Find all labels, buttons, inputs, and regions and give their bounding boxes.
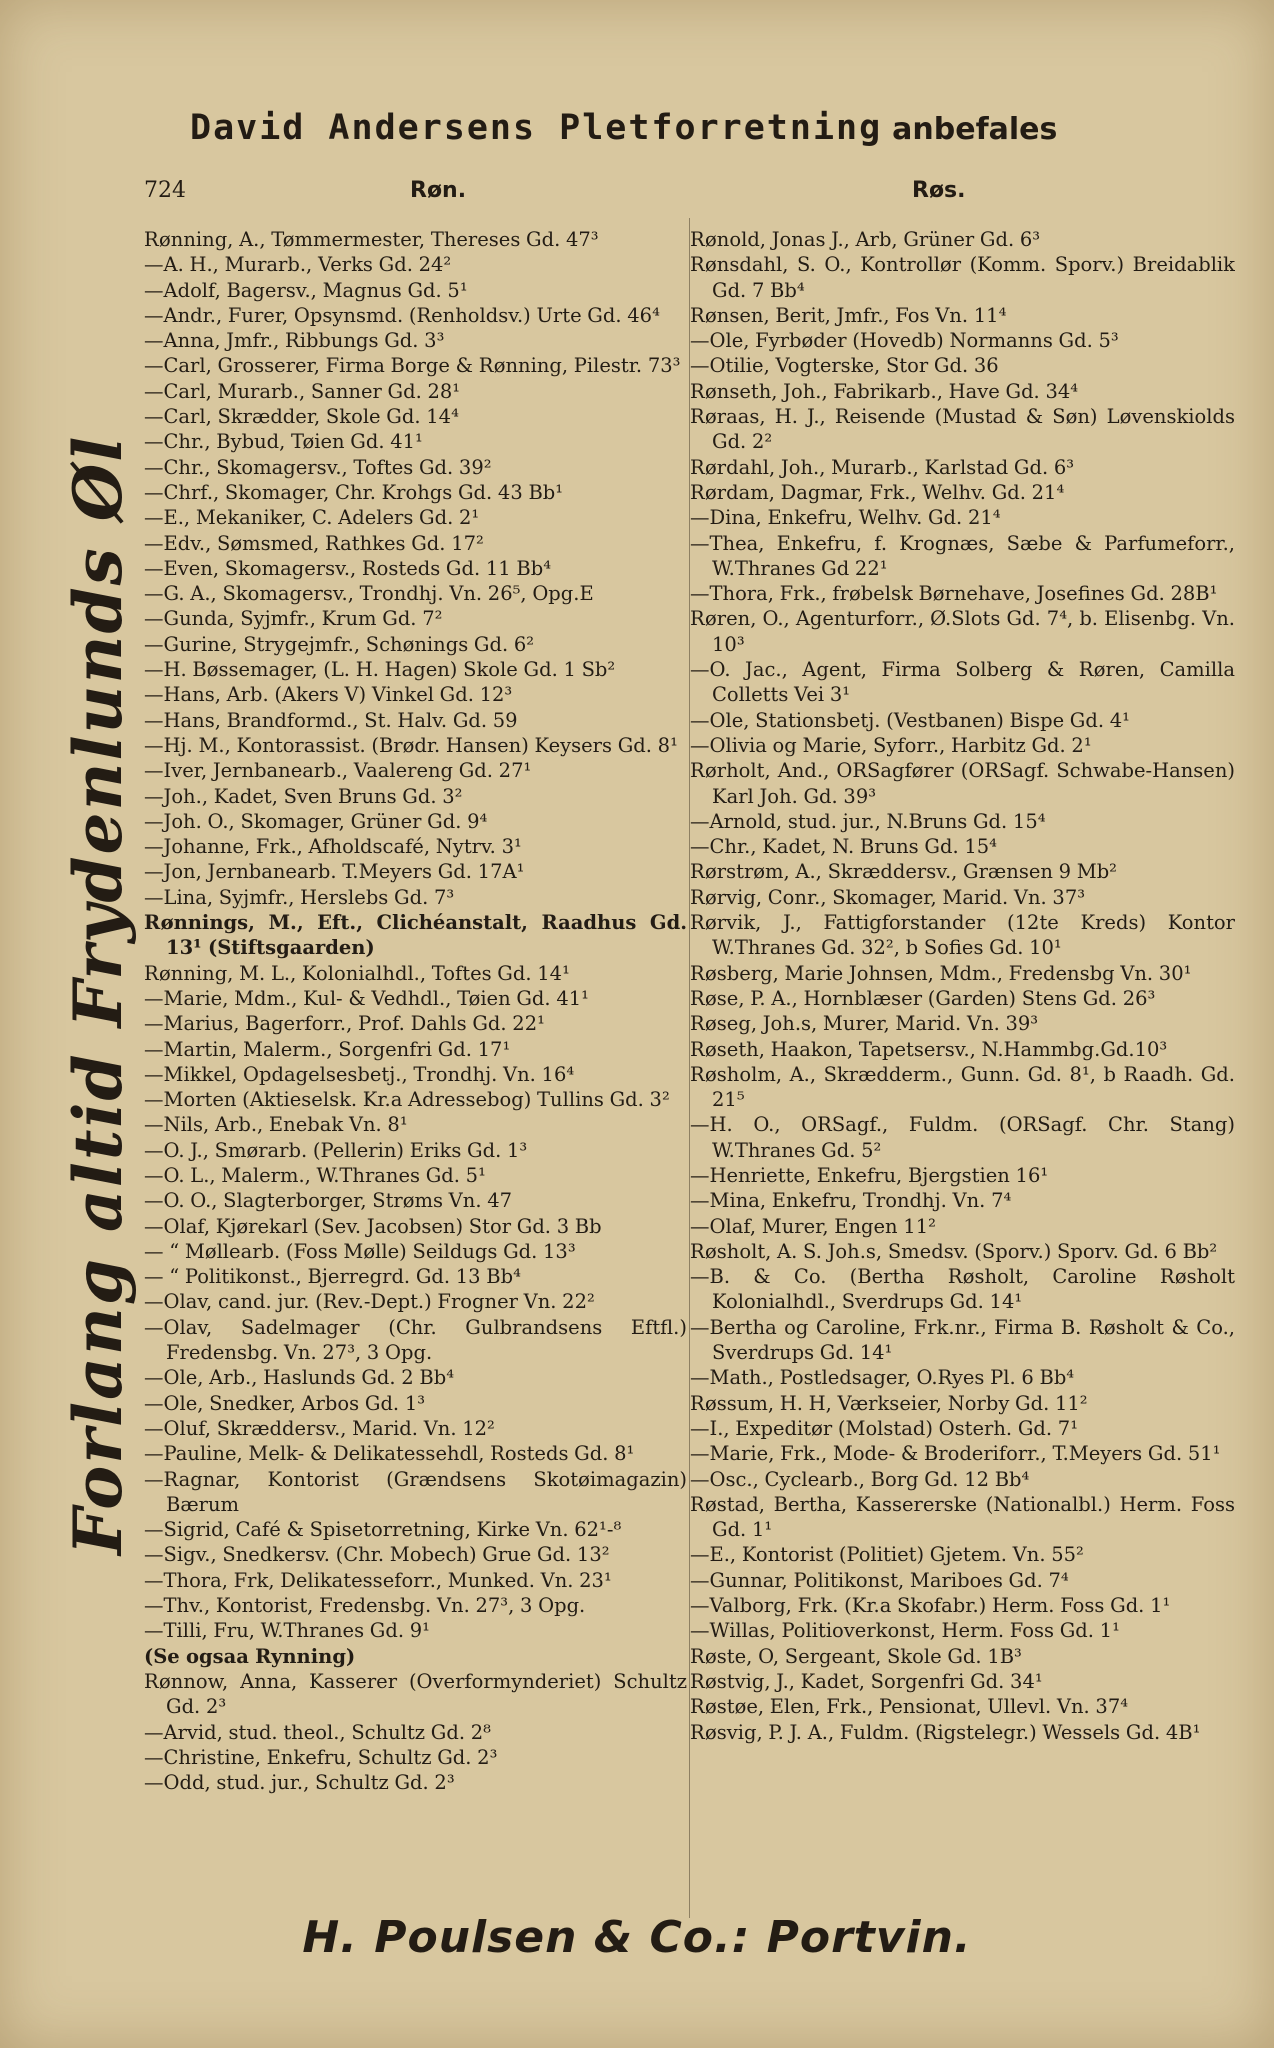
bottom-advertisement: H. Poulsen & Co.: Portvin. [302, 1912, 972, 1963]
directory-entry: —Carl, Skrædder, Skole Gd. 14⁴ [144, 405, 459, 429]
directory-entry: —Morten (Aktieselsk. Kr.a Adressebog) Tullins Gd. 3² [144, 1088, 670, 1112]
directory-entry: Røsvig, P. J. A., Fuldm. (Rigstelegr.) Wessels Gd. 4B¹ [690, 1720, 1201, 1744]
directory-entry: —O. O., Slagterborger, Strøms Vn. 47 [144, 1189, 513, 1213]
directory-entry: —Olivia og Marie, Syforr., Harbitz Gd. 2¹ [690, 733, 1092, 757]
directory-entry: Røren, O., Agenturforr., Ø.Slots Gd. 7⁴, b. Elisenbg. Vn. 10³ [690, 607, 1235, 656]
directory-entry: —Chrf., Skomager, Chr. Krohgs Gd. 43 Bb¹ [144, 480, 564, 504]
directory-entry: —Chr., Bybud, Tøien Gd. 41¹ [144, 430, 423, 454]
directory-entry: Røsberg, Marie Johnsen, Mdm., Fredensbg Vn. 30¹ [690, 961, 1192, 985]
directory-entry: —Dina, Enkefru, Welhv. Gd. 21⁴ [690, 506, 1001, 530]
directory-entry: Rørvik, J., Fattigforstander (12te Kreds) Kontor W.Thranes Gd. 32², b Sofies Gd. 10¹ [690, 911, 1235, 960]
directory-entry: —Olav, Sadelmager (Chr. Gulbrandsens Eftfl.) Fredensbg. Vn. 27³, 3 Opg. [144, 1315, 687, 1365]
directory-entry: —Chr., Kadet, N. Bruns Gd. 15⁴ [690, 835, 997, 859]
directory-entry: —Martin, Malerm., Sorgenfri Gd. 17¹ [144, 1037, 511, 1061]
directory-entry: —Arnold, stud. jur., N.Bruns Gd. 15⁴ [690, 809, 1046, 833]
top-ad-tail: anbefales [892, 112, 1058, 147]
directory-entry: —Olaf, Kjørekarl (Sev. Jacobsen) Stor Gd. 3 Bb [144, 1214, 602, 1238]
directory-entry: —Ole, Arb., Haslunds Gd. 2 Bb⁴ [144, 1366, 455, 1390]
directory-entry: —Johanne, Frk., Afholdscafé, Nytrv. 3¹ [144, 835, 522, 859]
directory-entry: —Hans, Arb. (Akers V) Vinkel Gd. 12³ [144, 683, 513, 707]
directory-entry: Rønsen, Berit, Jmfr., Fos Vn. 11⁴ [690, 303, 1007, 327]
directory-entry: Røse, P. A., Hornblæser (Garden) Stens Gd. 26³ [690, 986, 1156, 1010]
directory-entry: — “ Politikonst., Bjerregrd. Gd. 13 Bb⁴ [144, 1265, 521, 1289]
directory-entry: Røsholt, A. S. Joh.s, Smedsv. (Sporv.) Sporv. Gd. 6 Bb² [690, 1239, 1218, 1263]
directory-entry: Rørvig, Conr., Skomager, Marid. Vn. 37³ [690, 885, 1086, 909]
directory-entry: Røssum, H. H, Værkseier, Norby Gd. 11² [690, 1391, 1088, 1415]
directory-entry: —E., Mekaniker, C. Adelers Gd. 2¹ [144, 506, 480, 530]
directory-entry: —I., Expeditør (Molstad) Osterh. Gd. 7¹ [690, 1416, 1079, 1440]
top-advertisement [190, 108, 1200, 148]
directory-entry: —Olav, cand. jur. (Rev.-Dept.) Frogner Vn. 22² [144, 1290, 595, 1314]
directory-entry: Røseth, Haakon, Tapetsersv., N.Hammbg.Gd.10³ [690, 1037, 1168, 1061]
directory-entry: —Nils, Arb., Enebak Vn. 8¹ [144, 1113, 408, 1137]
directory-entry: —Anna, Jmfr., Ribbungs Gd. 3³ [144, 329, 445, 353]
directory-entry: —Edv., Sømsmed, Rathkes Gd. 17² [144, 531, 484, 555]
directory-entry: —Iver, Jernbanearb., Vaalereng Gd. 27¹ [144, 759, 532, 783]
directory-entry: —Henriette, Enkefru, Bjergstien 16¹ [690, 1163, 1049, 1187]
directory-entry: —G. A., Skomagersv., Trondhj. Vn. 26⁵, Opg.E [144, 582, 594, 606]
top-ad-text: David Andersens Pletforretning [190, 108, 883, 148]
directory-entry: —Joh. O., Skomager, Grüner Gd. 9⁴ [144, 809, 488, 833]
directory-entry: Røste, O, Sergeant, Skole Gd. 1B³ [690, 1644, 1022, 1668]
directory-entry: —O. L., Malerm., W.Thranes Gd. 5¹ [144, 1163, 486, 1187]
directory-entry: —Odd, stud. jur., Schultz Gd. 2³ [144, 1771, 455, 1795]
directory-entry: —Carl, Grosserer, Firma Borge & Rønning, Pilestr. 73³ [144, 354, 681, 378]
directory-entry: —Ole, Snedker, Arbos Gd. 1³ [144, 1391, 426, 1415]
directory-entry: —H. O., ORSagf., Fuldm. (ORSagf. Chr. Stang) W.Thranes Gd. 5² [690, 1113, 1235, 1162]
directory-entry: Rønseth, Joh., Fabrikarb., Have Gd. 34⁴ [690, 379, 1079, 403]
directory-entry: —Olaf, Murer, Engen 11² [690, 1214, 936, 1238]
directory-entry: —Willas, Politioverkonst, Herm. Foss Gd. 1¹ [690, 1619, 1120, 1643]
directory-entry: Røstøe, Elen, Frk., Pensionat, Ullevl. Vn. 37⁴ [690, 1695, 1129, 1719]
directory-entry: —Adolf, Bagersv., Magnus Gd. 5¹ [144, 278, 468, 302]
directory-entry: —Gunnar, Politikonst, Mariboes Gd. 7⁴ [690, 1568, 1069, 1592]
directory-entry: —Thora, Frk, Delikatesseforr., Munked. Vn. 23¹ [144, 1568, 612, 1592]
directory-entry: —Pauline, Melk- & Delikatessehdl, Rosteds Gd. 8¹ [144, 1442, 635, 1466]
directory-entry: Røraas, H. J., Reisende (Mustad & Søn) Løvenskiolds Gd. 2² [690, 405, 1235, 454]
directory-entry: —H. Bøssemager, (L. H. Hagen) Skole Gd. 1 Sb² [144, 658, 616, 682]
directory-entry: —Lina, Syjmfr., Herslebs Gd. 7³ [144, 885, 455, 909]
directory-entry: Røsholm, A., Skrædderm., Gunn. Gd. 8¹, b Raadh. Gd. 21⁵ [690, 1062, 1235, 1112]
directory-entry: —Valborg, Frk. (Kr.a Skofabr.) Herm. Foss Gd. 1¹ [690, 1594, 1171, 1618]
directory-entry: Rønnow, Anna, Kasserer (Overformynderiet) Schultz Gd. 2³ [144, 1669, 687, 1719]
directory-entry: Rønnings, M., Eft., Clichéanstalt, Raadhus Gd. 13¹ (Stiftsgaarden) [144, 911, 687, 960]
directory-entry: —Thea, Enkefru, f. Krognæs, Sæbe & Parfumeforr., W.Thranes Gd 22¹ [690, 531, 1235, 580]
directory-entry: —Bertha og Caroline, Frk.nr., Firma B. Røsholt & Co., Sverdrups Gd. 14¹ [690, 1315, 1235, 1365]
directory-entry: —E., Kontorist (Politiet) Gjetem. Vn. 55² [690, 1543, 1084, 1567]
directory-entry: Rønold, Jonas J., Arb, Grüner Gd. 6³ [690, 228, 1041, 251]
directory-entry: Rønning, M. L., Kolonialhdl., Toftes Gd. 14¹ [144, 961, 570, 985]
right-column [690, 227, 1235, 1907]
directory-entry: —Marie, Frk., Mode- & Broderiforr., T.Meyers Gd. 51¹ [690, 1442, 1221, 1466]
directory-entry: —Tilli, Fru, W.Thranes Gd. 9¹ [144, 1619, 430, 1643]
directory-entry: Rørdahl, Joh., Murarb., Karlstad Gd. 6³ [690, 455, 1075, 479]
directory-entry: Rørdam, Dagmar, Frk., Welhv. Gd. 21⁴ [690, 480, 1065, 504]
directory-entry: Røseg, Joh.s, Murer, Marid. Vn. 39³ [690, 1012, 1039, 1036]
directory-entry: —Otilie, Vogterske, Stor Gd. 36 [690, 354, 999, 378]
directory-entry: Røstvig, J., Kadet, Sorgenfri Gd. 34¹ [690, 1669, 1043, 1693]
directory-entry: —Hj. M., Kontorassist. (Brødr. Hansen) Keysers Gd. 8¹ [144, 733, 678, 757]
directory-entry: —O. Jac., Agent, Firma Solberg & Røren, Camilla Colletts Vei 3¹ [690, 658, 1235, 707]
side-advertisement: Forlang altid Frydenlunds Øl [59, 434, 137, 1555]
directory-entry: Rørholt, And., ORSagfører (ORSagf. Schwabe-Hansen) Karl Joh. Gd. 39³ [690, 759, 1235, 808]
directory-entry: —Jon, Jernbanearb. T.Meyers Gd. 17A¹ [144, 860, 525, 884]
directory-entry: —Mina, Enkefru, Trondhj. Vn. 7⁴ [690, 1189, 1012, 1213]
directory-entry: Røstad, Bertha, Kassererske (Nationalbl.) Herm. Foss Gd. 1¹ [690, 1492, 1235, 1542]
directory-entry: —Andr., Furer, Opsynsmd. (Renholdsv.) Urte Gd. 46⁴ [144, 303, 660, 327]
directory-entry: (Se ogsaa Rynning) [144, 1644, 356, 1668]
directory-entry: —Hans, Brandformd., St. Halv. Gd. 59 [144, 708, 518, 732]
directory-entry: —Oluf, Skræddersv., Marid. Vn. 12² [144, 1416, 495, 1440]
directory-entry: — “ Møllearb. (Foss Mølle) Seildugs Gd. 13³ [144, 1239, 576, 1263]
directory-entry: —Arvid, stud. theol., Schultz Gd. 2⁸ [144, 1720, 491, 1744]
directory-entry: —Math., Postledsager, O.Ryes Pl. 6 Bb⁴ [690, 1366, 1075, 1390]
directory-entry: Rørstrøm, A., Skræddersv., Grænsen 9 Mb² [690, 860, 1117, 884]
directory-entry: —Gurine, Strygejmfr., Schønings Gd. 6² [144, 632, 535, 656]
directory-entry: —Ole, Fyrbøder (Hovedb) Normanns Gd. 5³ [690, 329, 1119, 353]
directory-entry: —Chr., Skomagersv., Toftes Gd. 39² [144, 455, 492, 479]
directory-entry: —Thora, Frk., frøbelsk Børnehave, Josefines Gd. 28B¹ [690, 582, 1218, 606]
directory-entry: —Marie, Mdm., Kul- & Vedhdl., Tøien Gd. 41¹ [144, 986, 589, 1010]
directory-entry: Rønsdahl, S. O., Kontrollør (Komm. Sporv.) Breidablik Gd. 7 Bb⁴ [690, 253, 1235, 302]
directory-entry: —B. & Co. (Bertha Røsholt, Caroline Røsholt Kolonialhdl., Sverdrups Gd. 14¹ [690, 1265, 1235, 1314]
directory-entry: —Joh., Kadet, Sven Bruns Gd. 3² [144, 784, 463, 808]
directory-entry: —A. H., Murarb., Verks Gd. 24² [144, 253, 452, 277]
directory-entry: —Osc., Cyclearb., Borg Gd. 12 Bb⁴ [690, 1467, 1030, 1491]
directory-entry: —Ole, Stationsbetj. (Vestbanen) Bispe Gd. 4¹ [690, 708, 1130, 732]
directory-entry: —Sigrid, Café & Spisetorretning, Kirke Vn. 62¹-⁸ [144, 1518, 622, 1542]
directory-entry: —Even, Skomagersv., Rosteds Gd. 11 Bb⁴ [144, 556, 552, 580]
directory-entry: —Marius, Bagerforr., Prof. Dahls Gd. 22¹ [144, 1012, 545, 1036]
directory-entry: —O. J., Smørarb. (Pellerin) Eriks Gd. 1³ [144, 1138, 528, 1162]
directory-entry: —Mikkel, Opdagelsesbetj., Trondhj. Vn. 16⁴ [144, 1062, 575, 1086]
directory-entry: Rønning, A., Tømmermester, Thereses Gd. 47³ [144, 228, 599, 251]
page-number: 724 [144, 178, 186, 203]
directory-entry: —Gunda, Syjmfr., Krum Gd. 7² [144, 607, 443, 631]
directory-entry: —Carl, Murarb., Sanner Gd. 28¹ [144, 379, 461, 403]
right-column-range: Røs. [912, 178, 966, 203]
directory-entry: —Christine, Enkefru, Schultz Gd. 2³ [144, 1745, 498, 1769]
left-column [144, 227, 687, 1907]
directory-entry: —Ragnar, Kontorist (Grændsens Skotøimagazin) Bærum [144, 1467, 687, 1516]
directory-entry: —Thv., Kontorist, Fredensbg. Vn. 27³, 3 Opg. [144, 1594, 586, 1618]
left-column-range: Røn. [410, 178, 467, 203]
directory-entry: —Sigv., Snedkersv. (Chr. Mobech) Grue Gd. 13² [144, 1543, 610, 1567]
